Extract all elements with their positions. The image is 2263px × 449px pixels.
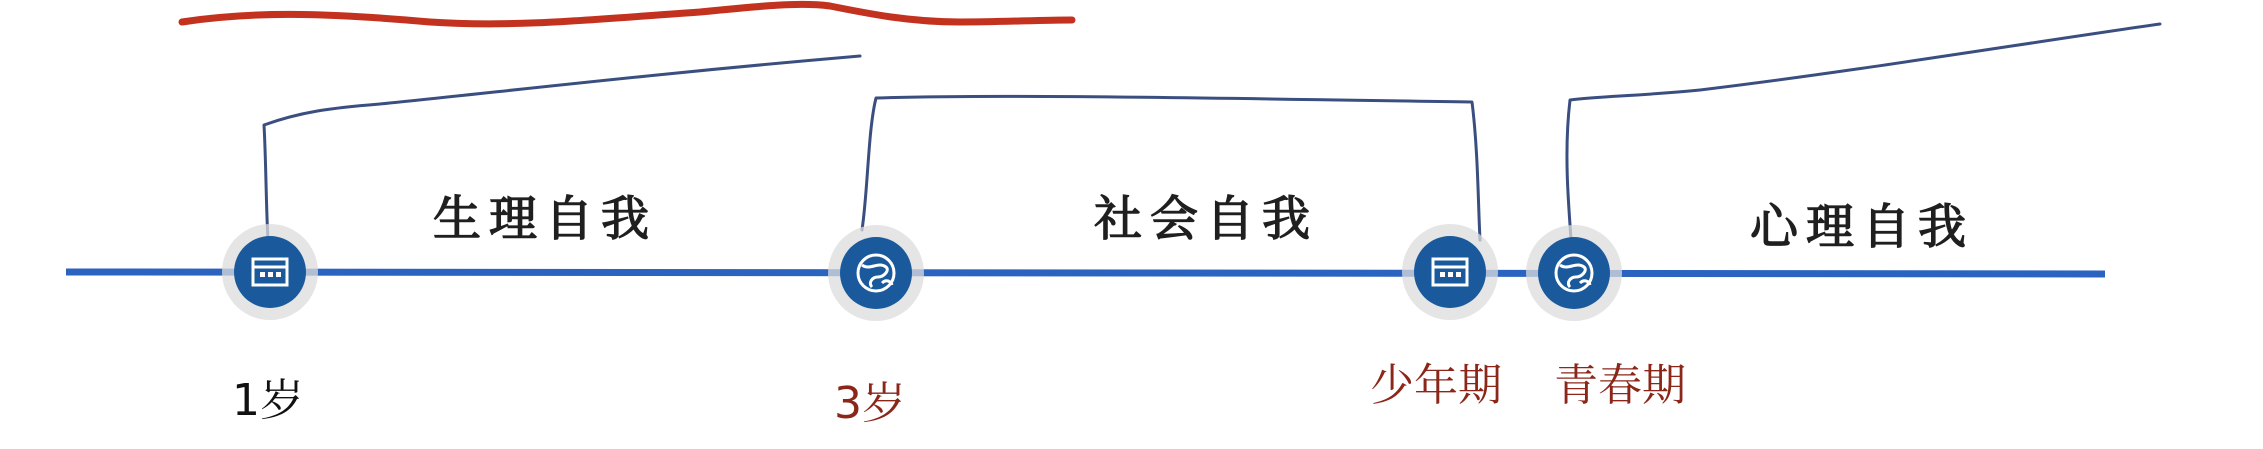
- milestone-node-1: [222, 224, 318, 320]
- milestone-node-4: [1526, 225, 1622, 321]
- milestone-label-1: 1岁: [232, 375, 304, 426]
- timeline-axis: [66, 272, 2105, 274]
- milestone-node-3: [1402, 224, 1498, 320]
- stage-label-social: 社会自我: [1093, 191, 1319, 247]
- stage-label-psychological: 心理自我: [1749, 199, 1975, 255]
- milestone-label-2: 3岁: [834, 378, 906, 429]
- milestone-label-4: 青春期: [1554, 360, 1686, 411]
- stage-label-physical: 生理自我: [432, 191, 658, 247]
- red-ink-underline: [182, 4, 1072, 23]
- milestone-label-3: 少年期: [1370, 360, 1502, 411]
- milestone-node-2: [828, 225, 924, 321]
